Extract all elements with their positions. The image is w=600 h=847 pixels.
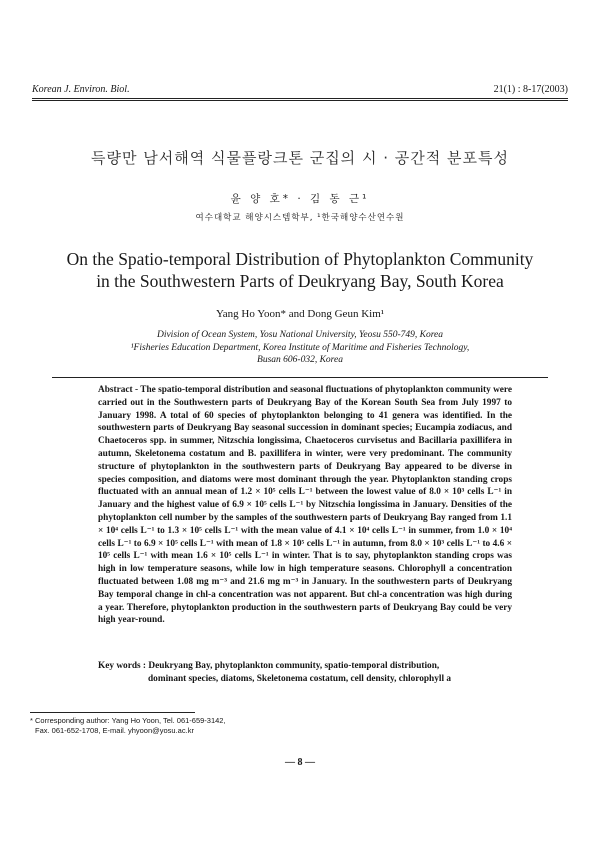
affiliation-line1: Division of Ocean System, Yosu National University, Yeosu 550-749, Korea xyxy=(156,330,444,340)
abstract-label: Abstract xyxy=(98,385,133,395)
affiliation-line2: ¹Fisheries Education Department, Korea Institute of Maritime and Fisheries Technology, xyxy=(130,342,470,353)
korean-affiliation: 여수대학교 해양시스템학부, ¹한국해양수산연수원 xyxy=(195,213,405,223)
abstract xyxy=(98,384,512,627)
english-title-line1: On the Spatio-temporal Distribution of Phytoplankton Community xyxy=(66,249,534,269)
english-authors: Yang Ho Yoon* and Dong Geun Kim¹ xyxy=(215,308,385,320)
abstract-rule xyxy=(52,377,548,378)
keywords-line1: Deukryang Bay, phytoplankton community, spatio-temporal distribution, xyxy=(146,661,440,671)
korean-authors: 윤 양 호* · 김 동 근¹ xyxy=(230,193,370,205)
header-rule-secondary xyxy=(32,100,568,101)
english-title-line2: in the Southwestern Parts of Deukryang Bay, South Korea xyxy=(96,271,504,291)
footnote xyxy=(30,716,226,736)
footnote-rule xyxy=(30,712,195,713)
affiliation-line3: Busan 606-032, Korea xyxy=(257,355,343,365)
page-number: — 8 — xyxy=(285,757,315,768)
korean-title: 득량만 남서해역 식물플랑크톤 군집의 시 · 공간적 분포특성 xyxy=(91,149,509,167)
english-affiliation xyxy=(0,329,600,367)
volume-info: 21(1) : 8-17(2003) xyxy=(493,84,568,95)
header-rule xyxy=(32,98,568,99)
footnote-line2: Fax. 061-652-1708, E-mail. yhyoon@yosu.ac.kr xyxy=(35,726,194,735)
keywords xyxy=(98,660,512,686)
footnote-line1: * Corresponding author: Yang Ho Yoon, Tel. 061-659-3142, xyxy=(30,716,226,725)
journal-name: Korean J. Environ. Biol. xyxy=(32,84,130,95)
english-title xyxy=(0,248,600,292)
running-header xyxy=(32,84,568,95)
abstract-text: - The spatio-temporal distribution and seasonal fluctuations of phytoplankton community were carried out in the Southwestern parts of Deukryang Bay of the Korean South Sea from July 1997 to January 1998. A total of 60 species of phytoplankton belonging to 41 genera was identified. In the southwestern parts of Deukryang Bay seasonal succession in dominant species; Eucampia zodiacus, and Chaetoceros spp. in summer, Nitzschia longissima, Chaetoceros curvisetus and Bacillaria paxillifera in autumn, Skeletonema costatum and B. paxillifera in winter, were very predominant. The community structure of phytoplankton in the southwestern parts of Deukryang Bay appeared to be diverse in species composition, and diatoms were most dominant through the year. Phytoplankton standing crops fluctuated with an annual mean of 1.2 × 10⁵ cells L⁻¹ between the lowest value of 8.0 × 10³ cells L⁻¹ in January and the highest value of 6.9 × 10⁵ cells L⁻¹ by Nitzschia longissima in January. Densities of the phytoplankton cell number by the samples of the southwestern parts of Deukryang Bay ranged from 1.1 × 10⁴ cells L⁻¹ to 1.3 × 10⁵ cells L⁻¹ with the mean value of 4.1 × 10⁴ cells L⁻¹ in summer, from 1.0 × 10⁴ cells L⁻¹ to 6.9 × 10⁵ cells L⁻¹ with mean of 1.8 × 10⁵ cells L⁻¹ in autumn, from 8.0 × 10³ cells L⁻¹ to 4.6 × 10⁵ cells L⁻¹ with mean 1.6 × 10⁵ cells L⁻¹ in winter. That is to say, phytoplankton standing crops was high in low temperature seasons, while low in high temperature seasons. Chlorophyll a concentration fluctuated between 1.08 mg m⁻³ and 21.6 mg m⁻³ in January. In the southwestern parts of Deukryang Bay temporal change in chl-a concentration was not apparent. But chl-a concentration was high during a year. Therefore, phytoplankton production in the southwestern parts of Deukryang Bay could be very high year-round. xyxy=(98,385,512,626)
keywords-label: Key words : xyxy=(98,661,147,671)
keywords-line2: dominant species, diatoms, Skeletonema costatum, cell density, chlorophyll a xyxy=(148,674,452,684)
